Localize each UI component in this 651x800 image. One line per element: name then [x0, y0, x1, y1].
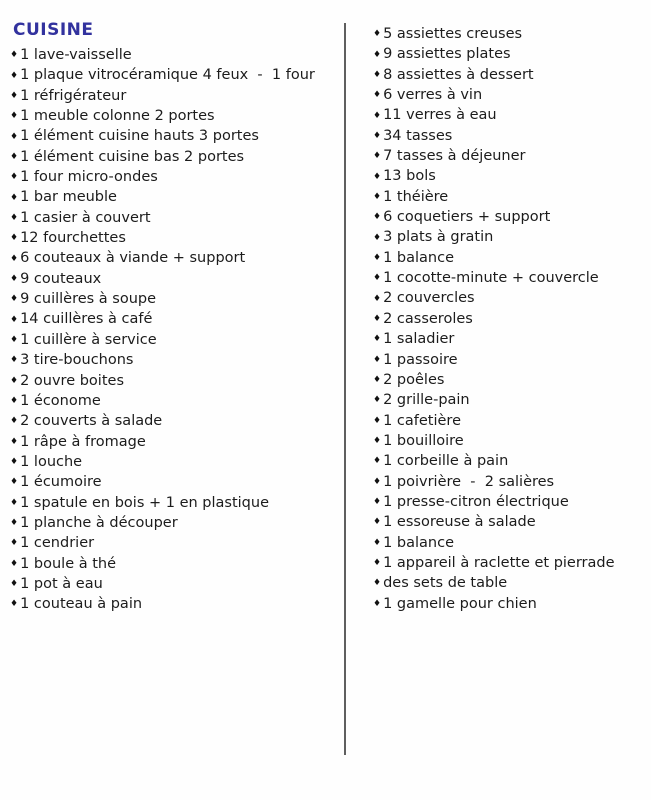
item-label: 1 écumoire: [20, 474, 102, 491]
diamond-bullet-icon: ♦: [10, 457, 19, 468]
item-label: 1 lave-vaisselle: [20, 47, 132, 63]
item-label: 3 tire-bouchons: [20, 352, 134, 369]
diamond-bullet-icon: ♦: [10, 273, 19, 284]
list-item: [373, 472, 615, 492]
item-label: 1 théière: [383, 188, 449, 205]
diamond-bullet-icon: ♦: [373, 252, 382, 263]
item-label: 1 balance: [383, 249, 454, 266]
item-label: 2 grille-pain: [383, 392, 470, 409]
item-label: 1 saladier: [383, 331, 455, 348]
diamond-bullet-icon: ♦: [10, 294, 19, 305]
diamond-bullet-icon: ♦: [373, 293, 382, 304]
diamond-bullet-icon: ♦: [10, 477, 19, 488]
item-label: 1 cocotte-minute + couvercle: [383, 270, 599, 287]
diamond-bullet-icon: ♦: [373, 130, 382, 141]
diamond-bullet-icon: ♦: [373, 69, 382, 80]
diamond-bullet-icon: ♦: [373, 456, 382, 467]
list-item: [10, 391, 315, 411]
list-item: [373, 248, 615, 268]
diamond-bullet-icon: ♦: [373, 375, 382, 386]
diamond-bullet-icon: ♦: [10, 538, 19, 549]
item-label: 2 ouvre boites: [20, 372, 124, 389]
diamond-bullet-icon: ♦: [373, 558, 382, 569]
diamond-bullet-icon: ♦: [373, 334, 382, 345]
list-item: [373, 105, 615, 125]
list-item: [10, 452, 315, 472]
item-label: 1 plaque vitrocéramique 4 feux - 1 four: [20, 67, 315, 84]
list-item: [373, 573, 615, 593]
diamond-bullet-icon: ♦: [10, 599, 19, 610]
list-item: [373, 288, 615, 308]
diamond-bullet-icon: ♦: [373, 436, 382, 447]
item-label: 5 assiettes creuses: [383, 26, 523, 42]
diamond-bullet-icon: ♦: [10, 90, 19, 101]
list-item: [373, 390, 615, 410]
item-label: 9 assiettes plates: [383, 46, 511, 63]
list-item: [10, 513, 315, 533]
list-item: [373, 512, 615, 532]
list-item: [373, 431, 615, 451]
list-item: [373, 411, 615, 431]
diamond-bullet-icon: ♦: [373, 313, 382, 324]
item-label: 1 cuillère à service: [20, 331, 157, 348]
list-item: [10, 248, 315, 268]
list-item: [10, 371, 315, 391]
diamond-bullet-icon: ♦: [10, 70, 19, 81]
item-label: 2 couvercles: [383, 290, 475, 307]
item-label: 1 bouilloire: [383, 432, 464, 449]
list-item: [10, 65, 315, 85]
item-label: 1 économe: [20, 392, 101, 409]
diamond-bullet-icon: ♦: [373, 29, 382, 40]
item-label: 6 couteaux à viande + support: [20, 250, 246, 267]
item-label: 9 couteaux: [20, 270, 102, 287]
diamond-bullet-icon: ♦: [10, 334, 19, 345]
item-label: 1 passoire: [383, 351, 458, 368]
list-item: [10, 126, 315, 146]
list-item: [373, 329, 615, 349]
item-label: 11 verres à eau: [383, 107, 497, 124]
list-item: [373, 268, 615, 288]
list-item: [10, 493, 315, 513]
list-item: [373, 24, 615, 44]
diamond-bullet-icon: ♦: [373, 415, 382, 426]
item-label: 1 élément cuisine bas 2 portes: [20, 148, 245, 165]
diamond-bullet-icon: ♦: [10, 497, 19, 508]
inventory-list-right: [373, 24, 615, 614]
item-label: 1 réfrigérateur: [20, 87, 127, 104]
diamond-bullet-icon: ♦: [10, 314, 19, 325]
diamond-bullet-icon: ♦: [373, 598, 382, 609]
item-label: 13 bols: [383, 168, 436, 185]
item-label: 1 gamelle pour chien: [383, 595, 537, 612]
item-label: 1 four micro-ondes: [20, 169, 158, 186]
item-label: 1 couteau à pain: [20, 596, 143, 613]
list-item: [373, 44, 615, 64]
item-label: 2 casseroles: [383, 310, 473, 327]
list-item: [373, 85, 615, 105]
item-label: 1 essoreuse à salade: [383, 514, 536, 531]
list-item: [10, 350, 315, 370]
item-label: 1 cafetière: [383, 412, 461, 429]
inventory-list-left: [10, 45, 315, 615]
list-item: [373, 309, 615, 329]
diamond-bullet-icon: ♦: [373, 151, 382, 162]
list-item: [373, 126, 615, 146]
item-label: 1 planche à découper: [20, 514, 178, 531]
diamond-bullet-icon: ♦: [373, 273, 382, 284]
diamond-bullet-icon: ♦: [373, 517, 382, 528]
list-item: [373, 350, 615, 370]
list-item: [10, 533, 315, 553]
list-item: [373, 553, 615, 573]
diamond-bullet-icon: ♦: [373, 497, 382, 508]
item-label: 1 appareil à raclette et pierrade: [383, 554, 615, 571]
item-label: 8 assiettes à dessert: [383, 66, 534, 83]
diamond-bullet-icon: ♦: [10, 212, 19, 223]
diamond-bullet-icon: ♦: [373, 191, 382, 202]
list-item: [10, 208, 315, 228]
item-label: 1 presse-citron électrique: [383, 493, 569, 510]
list-item: [10, 147, 315, 167]
item-label: 1 corbeille à pain: [383, 453, 509, 470]
list-item: [373, 146, 615, 166]
diamond-bullet-icon: ♦: [10, 355, 19, 366]
diamond-bullet-icon: ♦: [10, 172, 19, 183]
diamond-bullet-icon: ♦: [373, 232, 382, 243]
list-item: [373, 207, 615, 227]
diamond-bullet-icon: ♦: [373, 110, 382, 121]
list-item: [10, 309, 315, 329]
diamond-bullet-icon: ♦: [10, 192, 19, 203]
list-item: [10, 86, 315, 106]
item-label: 1 meuble colonne 2 portes: [20, 108, 215, 125]
item-label: 6 verres à vin: [383, 87, 483, 104]
list-item: [373, 451, 615, 471]
list-item: [373, 166, 615, 186]
item-label: 12 fourchettes: [20, 230, 126, 247]
list-item: [373, 594, 615, 614]
list-item: [10, 594, 315, 614]
item-label: 3 plats à gratin: [383, 229, 494, 246]
list-item: [10, 411, 315, 431]
item-label: 2 poêles: [383, 371, 445, 388]
item-label: 1 pot à eau: [20, 575, 103, 592]
list-item: [10, 167, 315, 187]
list-item: [10, 289, 315, 309]
diamond-bullet-icon: ♦: [10, 375, 19, 386]
item-label: 2 couverts à salade: [20, 413, 163, 430]
item-label: des sets de table: [383, 575, 508, 592]
item-label: 1 louche: [20, 453, 83, 470]
list-item: [10, 269, 315, 289]
diamond-bullet-icon: ♦: [373, 171, 382, 182]
diamond-bullet-icon: ♦: [10, 253, 19, 264]
list-item: [373, 370, 615, 390]
diamond-bullet-icon: ♦: [373, 212, 382, 223]
diamond-bullet-icon: ♦: [373, 49, 382, 60]
diamond-bullet-icon: ♦: [10, 50, 19, 61]
diamond-bullet-icon: ♦: [373, 537, 382, 548]
item-label: 1 casier à couvert: [20, 209, 151, 226]
diamond-bullet-icon: ♦: [10, 518, 19, 529]
list-item: [10, 472, 315, 492]
list-item: [10, 187, 315, 207]
diamond-bullet-icon: ♦: [373, 476, 382, 487]
diamond-bullet-icon: ♦: [10, 151, 19, 162]
page-title: CUISINE: [13, 20, 94, 40]
list-item: [373, 492, 615, 512]
item-label: 1 râpe à fromage: [20, 433, 146, 450]
list-item: [10, 106, 315, 126]
diamond-bullet-icon: ♦: [373, 90, 382, 101]
item-label: 1 cendrier: [20, 535, 95, 552]
diamond-bullet-icon: ♦: [10, 416, 19, 427]
item-label: 34 tasses: [383, 127, 453, 144]
item-label: 1 spatule en bois + 1 en plastique: [20, 494, 269, 511]
diamond-bullet-icon: ♦: [10, 579, 19, 590]
item-label: 7 tasses à déjeuner: [383, 148, 526, 165]
diamond-bullet-icon: ♦: [373, 395, 382, 406]
diamond-bullet-icon: ♦: [373, 578, 382, 589]
item-label: 1 balance: [383, 534, 454, 551]
diamond-bullet-icon: ♦: [10, 558, 19, 569]
item-label: 14 cuillères à café: [20, 311, 153, 328]
diamond-bullet-icon: ♦: [373, 354, 382, 365]
item-label: 1 boule à thé: [20, 555, 117, 572]
list-item: [10, 228, 315, 248]
list-item: [10, 45, 315, 65]
list-item: [10, 574, 315, 594]
item-label: 1 poivrière - 2 salières: [383, 473, 555, 490]
item-label: 1 élément cuisine hauts 3 portes: [20, 128, 259, 145]
list-item: [10, 432, 315, 452]
diamond-bullet-icon: ♦: [10, 233, 19, 244]
list-item: [10, 330, 315, 350]
list-item: [10, 554, 315, 574]
item-label: 1 bar meuble: [20, 189, 117, 206]
list-item: [373, 65, 615, 85]
list-item: [373, 187, 615, 207]
diamond-bullet-icon: ♦: [10, 436, 19, 447]
diamond-bullet-icon: ♦: [10, 111, 19, 122]
item-label: 9 cuillères à soupe: [20, 291, 157, 308]
diamond-bullet-icon: ♦: [10, 131, 19, 142]
list-item: [373, 227, 615, 247]
column-divider-line: [344, 23, 346, 755]
list-item: [373, 533, 615, 553]
item-label: 6 coquetiers + support: [383, 209, 551, 226]
diamond-bullet-icon: ♦: [10, 396, 19, 407]
